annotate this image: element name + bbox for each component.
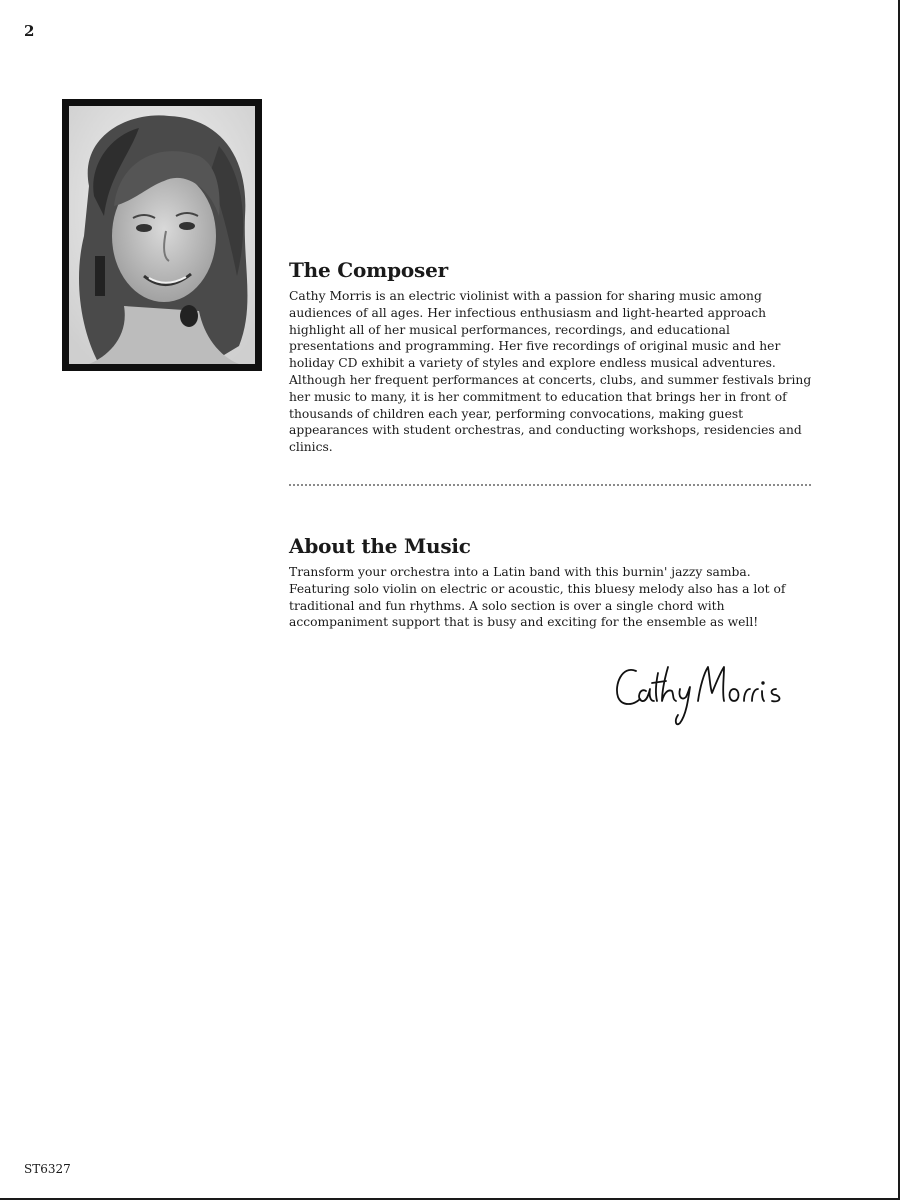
dotted-divider bbox=[289, 484, 811, 486]
composer-photo-frame bbox=[62, 99, 262, 371]
signature-icon bbox=[612, 655, 792, 735]
about-music-section bbox=[289, 534, 814, 631]
catalog-code: ST6327 bbox=[24, 1162, 71, 1176]
composer-signature bbox=[612, 655, 792, 735]
about-music-body: Transform your orchestra into a Latin band with this burnin' jazzy samba. Featuring solo violin on electric or acoustic, this bluesy melody also has a lot of traditional and fun rhythms. A solo section is over a single chord with accompaniment support that is busy and exciting for the ensemble as well! bbox=[289, 565, 786, 630]
composer-section bbox=[289, 258, 814, 456]
about-music-heading: About the Music bbox=[289, 534, 471, 558]
composer-photo bbox=[69, 106, 255, 364]
portrait-illustration bbox=[69, 106, 255, 364]
page-number: 2 bbox=[24, 22, 35, 40]
composer-body: Cathy Morris is an electric violinist with a passion for sharing music among audiences of all ages. Her infectious enthusiasm and light-hearted approach highlight all of her musical performances, recordings, and educational presentations and programming. Her five recordings of original music and her holiday CD exhibit a variety of styles and explore endless musical adventures. Although her frequent performances at concerts, clubs, and summer festivals bring her music to many, it is her commitment to education that brings her in front of thousands of children each year, performing convocations, making guest appearances with student orchestras, and conducting workshops, residencies and clinics. bbox=[289, 289, 812, 455]
composer-heading: The Composer bbox=[289, 258, 448, 282]
